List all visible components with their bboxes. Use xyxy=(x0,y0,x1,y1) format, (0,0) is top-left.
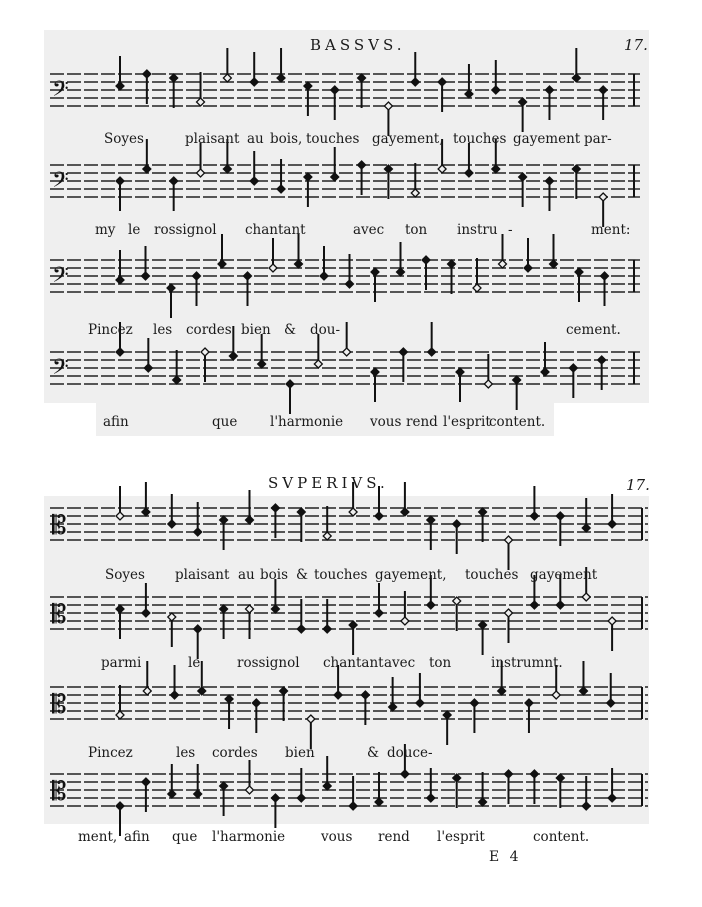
note-head xyxy=(220,782,228,790)
clef-icon: 𝄢 xyxy=(52,263,69,293)
note-head xyxy=(465,90,473,98)
superius-page-number: 17. xyxy=(626,476,650,494)
note-head xyxy=(229,352,237,360)
note-head xyxy=(225,695,233,703)
note-head xyxy=(171,691,179,699)
note-head xyxy=(246,516,254,524)
note-head xyxy=(492,165,500,173)
note-head xyxy=(170,177,178,185)
note-head xyxy=(218,260,226,268)
note-head xyxy=(331,173,339,181)
note-head xyxy=(556,601,564,609)
note-head xyxy=(323,532,331,540)
note-head xyxy=(223,165,231,173)
note-head xyxy=(334,691,342,699)
note-head xyxy=(142,508,150,516)
note-head xyxy=(453,597,461,605)
lyric-word: rossignol xyxy=(237,655,300,671)
note-head xyxy=(575,268,583,276)
note-head xyxy=(375,798,383,806)
note-head xyxy=(601,272,609,280)
note-head xyxy=(525,699,533,707)
note-head xyxy=(453,520,461,528)
note-head xyxy=(492,86,500,94)
note-head xyxy=(246,786,254,794)
note-head xyxy=(582,802,590,810)
note-head xyxy=(349,508,357,516)
clef-icon: 𝄡 xyxy=(52,511,67,541)
note-head xyxy=(168,520,176,528)
note-head xyxy=(505,536,513,544)
note-head xyxy=(530,512,538,520)
lyric-word: bois xyxy=(260,567,289,583)
note-head xyxy=(116,82,124,90)
note-head xyxy=(116,276,124,284)
note-head xyxy=(608,520,616,528)
note-head xyxy=(297,794,305,802)
note-head xyxy=(346,280,354,288)
note-head xyxy=(453,774,461,782)
note-head xyxy=(479,508,487,516)
note-head xyxy=(116,177,124,185)
lyric-word: & xyxy=(367,745,380,761)
note-head xyxy=(223,74,231,82)
lyric-word: le xyxy=(188,655,201,671)
lyric-word: chantant xyxy=(245,222,306,238)
lyric-word: l'esprit xyxy=(443,414,491,430)
note-head xyxy=(142,778,150,786)
bassus-title: BASSVS. xyxy=(310,36,406,54)
note-head xyxy=(552,691,560,699)
clef-icon: 𝄡 xyxy=(52,690,67,720)
lyric-word: cordes xyxy=(186,322,232,338)
note-head xyxy=(271,794,279,802)
note-head xyxy=(271,504,279,512)
note-head xyxy=(116,605,124,613)
note-head xyxy=(144,364,152,372)
note-head xyxy=(572,74,580,82)
lyric-word: ton xyxy=(405,222,428,238)
note-head xyxy=(530,601,538,609)
note-head xyxy=(220,605,228,613)
note-head xyxy=(438,78,446,86)
note-head xyxy=(519,98,527,106)
lyric-word: ment, xyxy=(78,829,118,845)
lyric-word: dou- xyxy=(310,322,341,338)
lyric-word: que xyxy=(212,414,238,430)
note-head xyxy=(349,802,357,810)
lyric-word: vous xyxy=(321,829,353,845)
lyric-word: cordes xyxy=(212,745,258,761)
note-head xyxy=(524,264,532,272)
lyric-word: Soyes xyxy=(104,131,144,147)
note-head xyxy=(361,691,369,699)
lyric-word: instrumnt. xyxy=(491,655,563,671)
lyric-word: au xyxy=(238,567,255,583)
note-head xyxy=(438,165,446,173)
lyric-word: Soyes xyxy=(105,567,145,583)
note-head xyxy=(443,711,451,719)
note-head xyxy=(384,165,392,173)
note-head xyxy=(550,260,558,268)
lyric-word: les xyxy=(176,745,196,761)
note-head xyxy=(307,715,315,723)
note-head xyxy=(297,508,305,516)
note-head xyxy=(530,770,538,778)
note-head xyxy=(168,613,176,621)
note-head xyxy=(479,621,487,629)
lyric-word: Pincez xyxy=(88,322,133,338)
note-head xyxy=(116,802,124,810)
note-head xyxy=(470,699,478,707)
note-head xyxy=(505,770,513,778)
clef-icon: 𝄡 xyxy=(52,600,67,630)
note-head xyxy=(277,185,285,193)
note-head xyxy=(401,770,409,778)
lyric-word: gayement xyxy=(513,131,581,147)
note-head xyxy=(582,524,590,532)
lyric-word: avec xyxy=(384,655,416,671)
lyric-word: que xyxy=(172,829,198,845)
lyric-word: l'harmonie xyxy=(212,829,286,845)
note-head xyxy=(250,177,258,185)
note-head xyxy=(479,798,487,806)
note-head xyxy=(608,794,616,802)
note-head xyxy=(304,173,312,181)
note-head xyxy=(371,368,379,376)
note-head xyxy=(375,512,383,520)
lyric-word: douce- xyxy=(387,745,433,761)
note-head xyxy=(505,609,513,617)
note-head xyxy=(304,82,312,90)
note-head xyxy=(607,699,615,707)
note-head xyxy=(473,284,481,292)
lyric-word: afin xyxy=(124,829,150,845)
note-head xyxy=(314,360,322,368)
note-head xyxy=(582,593,590,601)
lyric-word: touches xyxy=(314,567,368,583)
note-head xyxy=(194,625,202,633)
lyric-word: Pincez xyxy=(88,745,133,761)
note-head xyxy=(250,78,258,86)
note-head xyxy=(358,161,366,169)
note-head xyxy=(422,256,430,264)
lyric-word: l'harmonie xyxy=(270,414,344,430)
lyric-word: gayement, xyxy=(372,131,444,147)
lyric-word: - xyxy=(508,222,513,238)
page-signature: E 4 xyxy=(489,849,522,865)
note-head xyxy=(375,609,383,617)
lyric-word: ment: xyxy=(591,222,631,238)
note-head xyxy=(246,605,254,613)
note-head xyxy=(349,621,357,629)
note-head xyxy=(252,699,260,707)
note-head xyxy=(416,699,424,707)
lyric-word: le xyxy=(128,222,141,238)
note-head xyxy=(343,348,351,356)
note-head xyxy=(456,368,464,376)
superius-title: SVPERIVS. xyxy=(268,474,389,492)
note-head xyxy=(556,774,564,782)
note-head xyxy=(545,177,553,185)
lyric-word: plaisant xyxy=(175,567,230,583)
lyric-word: chantant xyxy=(323,655,384,671)
note-head xyxy=(167,284,175,292)
note-head xyxy=(143,165,151,173)
note-head xyxy=(541,368,549,376)
note-head xyxy=(116,348,124,356)
lyric-word: gayement xyxy=(530,567,598,583)
note-head xyxy=(170,74,178,82)
lyric-word: parmi xyxy=(101,655,142,671)
note-head xyxy=(484,380,492,388)
note-head xyxy=(197,98,205,106)
note-head xyxy=(194,790,202,798)
clef-icon: 𝄢 xyxy=(52,77,69,107)
note-head xyxy=(168,790,176,798)
note-head xyxy=(143,70,151,78)
note-head xyxy=(358,74,366,82)
note-head xyxy=(297,625,305,633)
note-head xyxy=(608,617,616,625)
clef-icon: 𝄢 xyxy=(52,355,69,385)
note-head xyxy=(320,272,328,280)
note-head xyxy=(427,601,435,609)
note-head xyxy=(142,272,150,280)
note-head xyxy=(579,687,587,695)
note-head xyxy=(397,268,405,276)
note-head xyxy=(201,348,209,356)
note-head xyxy=(465,169,473,177)
lyric-word: & xyxy=(296,567,309,583)
note-head xyxy=(323,625,331,633)
note-head xyxy=(331,86,339,94)
note-head xyxy=(599,86,607,94)
note-head xyxy=(143,687,151,695)
note-head xyxy=(569,364,577,372)
note-head xyxy=(599,193,607,201)
lyric-word: touches xyxy=(465,567,519,583)
note-head xyxy=(428,348,436,356)
note-head xyxy=(258,360,266,368)
note-head xyxy=(572,165,580,173)
lyric-word: afin xyxy=(103,414,129,430)
note-head xyxy=(401,617,409,625)
note-head xyxy=(286,380,294,388)
note-head xyxy=(116,512,124,520)
lyric-word: les xyxy=(153,322,173,338)
lyric-word: touches xyxy=(453,131,507,147)
note-head xyxy=(193,272,201,280)
lyric-word: ton xyxy=(429,655,452,671)
note-head xyxy=(399,348,407,356)
note-head xyxy=(401,508,409,516)
lyric-word: bien xyxy=(285,745,315,761)
note-head xyxy=(545,86,553,94)
lyric-word: avec xyxy=(353,222,385,238)
note-head xyxy=(198,687,206,695)
lyric-word: content. xyxy=(533,829,590,845)
note-head xyxy=(271,605,279,613)
note-head xyxy=(142,609,150,617)
note-head xyxy=(244,272,252,280)
lyric-word: vous xyxy=(370,414,402,430)
lyric-word: bois, xyxy=(270,131,303,147)
lyric-word: par- xyxy=(584,131,612,147)
note-head xyxy=(556,512,564,520)
note-head xyxy=(427,794,435,802)
note-head xyxy=(519,173,527,181)
lyric-word: touches xyxy=(306,131,360,147)
lyric-word: bien xyxy=(241,322,271,338)
lyric-word: rend xyxy=(378,829,410,845)
lyric-word: my xyxy=(95,222,116,238)
note-head xyxy=(116,711,124,719)
note-head xyxy=(598,356,606,364)
lyric-word: l'esprit xyxy=(437,829,485,845)
note-head xyxy=(280,687,288,695)
note-head xyxy=(389,703,397,711)
note-head xyxy=(197,169,205,177)
lyric-word: & xyxy=(284,322,297,338)
note-head xyxy=(411,78,419,86)
lyric-word: instru xyxy=(457,222,498,238)
lyric-word: content. xyxy=(489,414,546,430)
note-head xyxy=(194,528,202,536)
note-head xyxy=(448,260,456,268)
note-head xyxy=(220,516,228,524)
note-head xyxy=(277,74,285,82)
note-head xyxy=(371,268,379,276)
note-head xyxy=(295,260,303,268)
bassus-page-number: 17. xyxy=(624,36,648,54)
clef-icon: 𝄡 xyxy=(52,777,67,807)
note-head xyxy=(498,687,506,695)
note-head xyxy=(411,189,419,197)
lyric-word: rossignol xyxy=(154,222,217,238)
lyric-word: gayement, xyxy=(375,567,447,583)
note-head xyxy=(173,376,181,384)
note-head xyxy=(323,782,331,790)
lyric-word: au xyxy=(247,131,264,147)
note-head xyxy=(499,260,507,268)
note-head xyxy=(513,376,521,384)
note-head xyxy=(269,264,277,272)
clef-icon: 𝄢 xyxy=(52,168,69,198)
lyric-word: rend xyxy=(406,414,438,430)
note-head xyxy=(427,516,435,524)
lyric-word: cement. xyxy=(566,322,621,338)
note-head xyxy=(384,102,392,110)
lyric-word: plaisant xyxy=(185,131,240,147)
